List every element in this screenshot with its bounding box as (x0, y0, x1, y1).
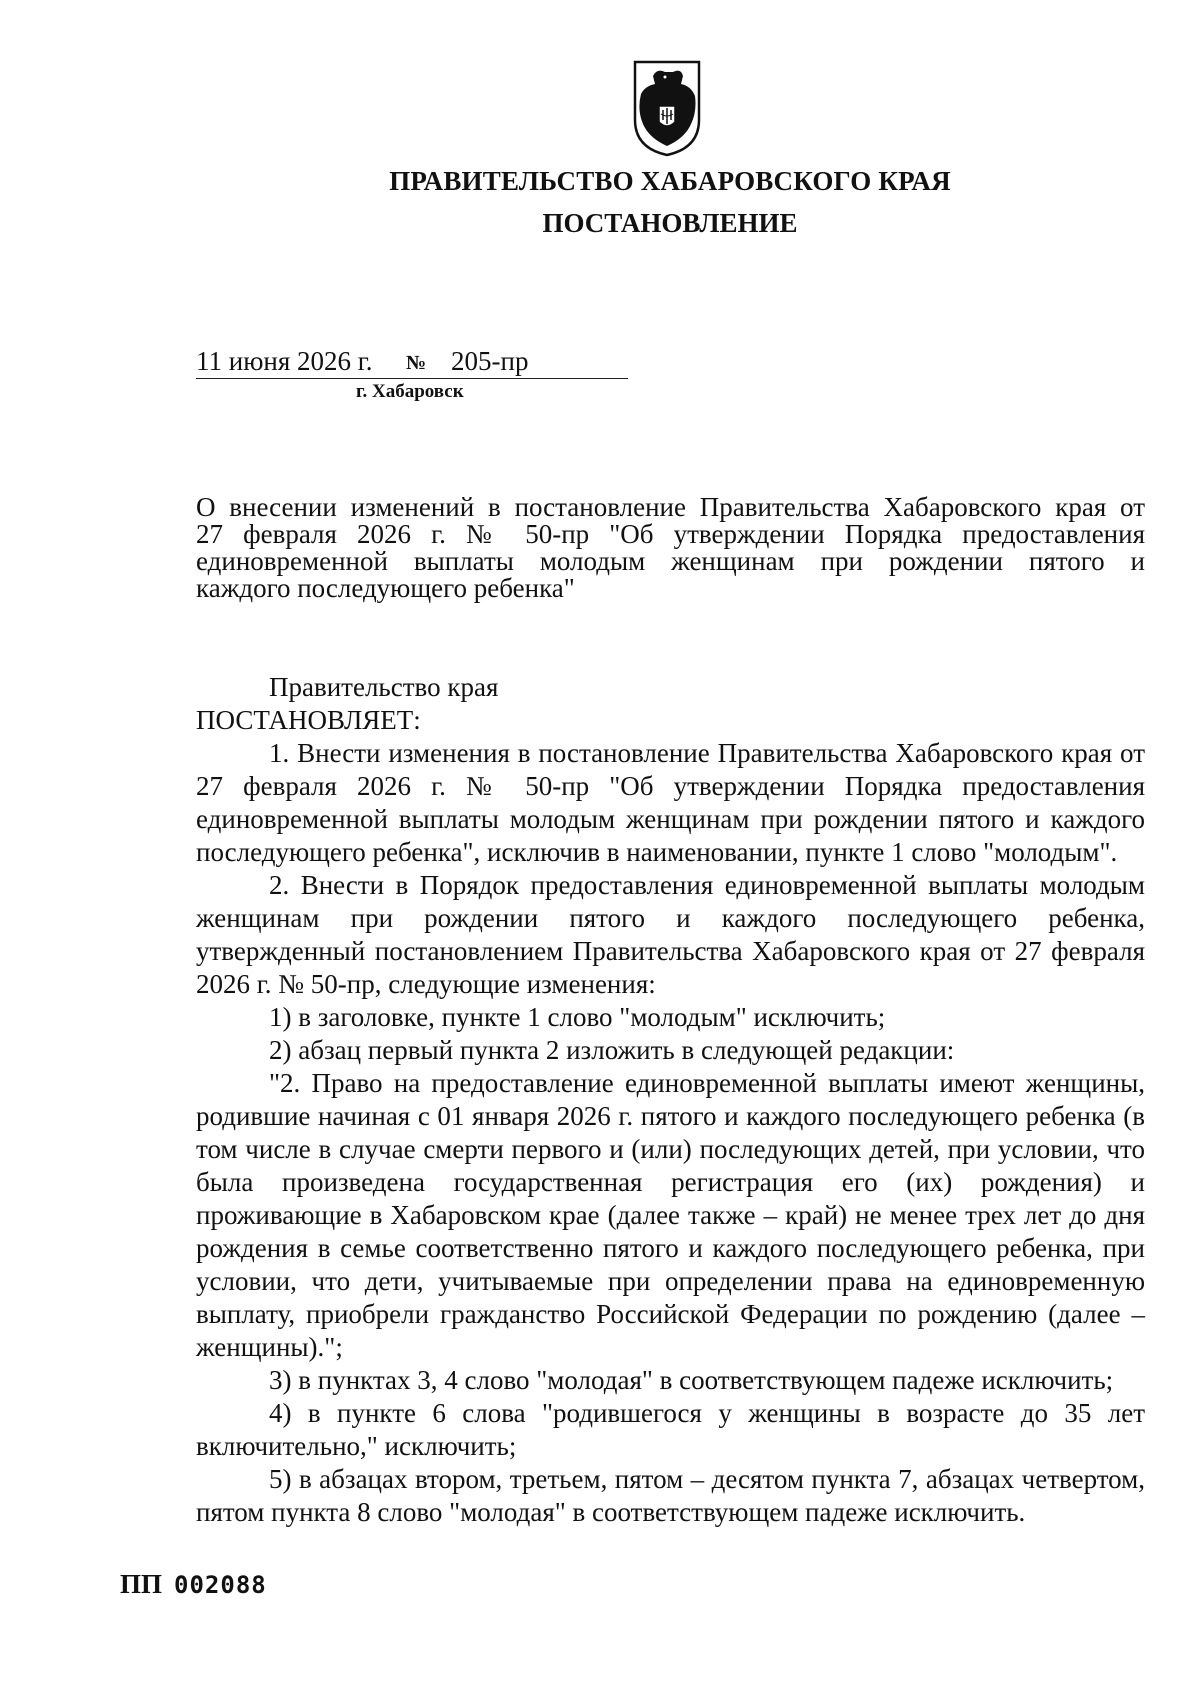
document-date: 11 июня 2026 г. (196, 346, 373, 376)
subject-line: единовременной выплаты молодым женщинам при рождении пятого и (196, 546, 1145, 576)
subitem-2: 2) абзац первый пункта 2 изложить в следующей редакции: (269, 1035, 955, 1065)
paragraph-item-2: 2. Внести в Порядок предоставления единовременной выплаты молодым женщинам при рождении пятого и каждого последующего ребенка, утвержденный постановлением Правительства Хабаровского края от 27 февраля 2026 г. № 50-пр, следующие изменения: (196, 870, 1145, 999)
date-number-line (196, 346, 628, 379)
document-number: 205-пр (451, 346, 529, 376)
subitem-3: 3) в пунктах 3, 4 слово "молодая" в соответствующем падеже исключить; (269, 1365, 1114, 1395)
paragraph-item-1: 1. Внести изменения в постановление Правительства Хабаровского края от 27 февраля 2026 г. № 50-пр "Об утверждении Порядка предоставления единовременной выплаты молодым женщинам при рождении пятого и каждого последующего ребенка", исключив в наименовании, пункте 1 слово "молодым". (196, 738, 1145, 867)
subject-line: каждого последующего ребенка" (196, 573, 575, 603)
document-subject (196, 494, 1145, 602)
form-serial-number (120, 1569, 267, 1600)
subject-line: 27 февраля 2026 г. № 50-пр "Об утверждении Порядка предоставления (196, 519, 1145, 549)
quoted-paragraph: "2. Право на предоставление единовременной выплаты имеют женщины, родившие начиная с 01 января 2026 г. пятого и каждого последующего ребенка (в том числе в случае смерти первого и (или) последующих детей, при условии, что была произведена государственная регистрация его (их) рождения) и проживающие в Хабаровском крае (далее также – край) не менее трех лет до дня рождения в семье соответственно пятого и каждого последующего ребенка, при условии, что дети, учитываемые при определении права на единовременную выплату, приобрели гражданство Российской Федерации по рождению (далее – женщины)."; (196, 1068, 1145, 1362)
document-city: г. Хабаровск (356, 381, 464, 402)
resolves-heading: ПОСТАНОВЛЯЕТ: (196, 705, 421, 735)
serial-series: ПП (120, 1569, 163, 1599)
subitem-5: 5) в абзацах втором, третьем, пятом – десятом пункта 7, абзацах четвертом, пятом пункта 8 слово "молодая" в соответствующем падеже исключить. (196, 1464, 1145, 1527)
subject-line: О внесении изменений в постановление Правительства Хабаровского края от (196, 492, 1145, 522)
intro-line: Правительство края (269, 672, 499, 702)
coat-of-arms-icon (629, 58, 705, 158)
serial-code: 002088 (174, 1571, 267, 1599)
document-kind: ПОСТАНОВЛЕНИЕ (542, 208, 798, 238)
subitem-1: 1) в заголовке, пункте 1 слово "молодым" исключить; (269, 1002, 886, 1032)
subitem-4: 4) в пункте 6 слова "родившегося у женщины в возрасте до 35 лет включительно," исключить; (196, 1398, 1145, 1461)
organization-title: ПРАВИТЕЛЬСТВО ХАБАРОВСКОГО КРАЯ (389, 166, 951, 196)
document-body (196, 671, 1145, 1529)
number-sign: № (406, 352, 427, 374)
